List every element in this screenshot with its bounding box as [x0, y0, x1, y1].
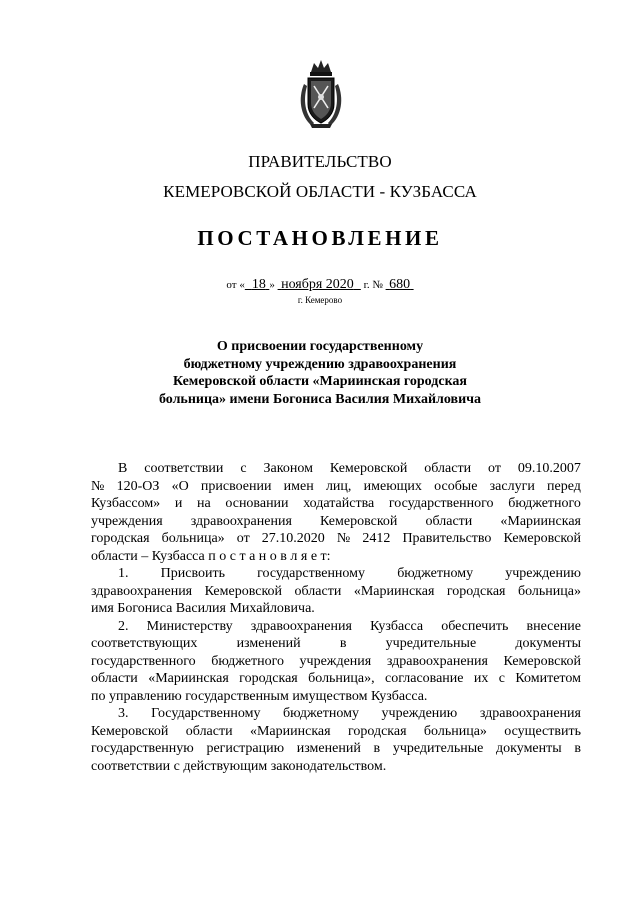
body-line: здравоохранения Кемеровской области «Мариинская городская больница»: [91, 583, 581, 599]
body-line: соответствии с действующим законодательством.: [91, 758, 387, 774]
year-suffix: г.: [363, 279, 370, 291]
document-type-heading: ПОСТАНОВЛЕНИЕ: [197, 226, 443, 250]
body-line: области – Кузбасса п о с т а н о в л я е т:: [91, 548, 331, 564]
body-line: государственную регистрацию изменений в учредительные документы в: [91, 741, 581, 756]
body-line: 1. Присвоить государственному бюджетному учреждению: [118, 566, 581, 581]
decree-city: г. Кемерово: [297, 295, 343, 305]
decree-date-line: [0, 277, 640, 293]
decree-day: 18: [251, 277, 266, 292]
government-name-line1: ПРАВИТЕЛЬСТВО: [248, 152, 392, 171]
body-line: имя Богониса Василия Михайловича.: [91, 601, 315, 616]
date-close-quote: »: [269, 279, 275, 291]
body-line: учреждения здравоохранения Кемеровской области «Мариинская: [91, 513, 581, 529]
body-line: Кузбассом» и на основании ходатайства государственного бюджетного: [91, 496, 581, 511]
body-line: 2. Министерству здравоохранения Кузбасса обеспечить внесение: [118, 618, 581, 634]
body-line: 3. Государственному бюджетному учреждению здравоохранения: [118, 706, 581, 721]
body-line: соответствующих изменений в учредительные документы: [91, 636, 581, 651]
date-prefix: от «: [226, 279, 245, 291]
decree-month-year: ноября 2020: [281, 277, 354, 292]
decree-number: 680: [389, 277, 411, 292]
title-line: О присвоении государственному: [216, 339, 424, 354]
title-line: бюджетному учреждению здравоохранения: [183, 356, 457, 372]
body-line: № 120-ОЗ «О присвоении имен лиц, имеющих особые заслуги перед: [91, 478, 581, 494]
body-line: государственного бюджетного учреждения здравоохранения Кемеровской: [91, 653, 581, 669]
body-line: В соответствии с Законом Кемеровской области от 09.10.2007: [118, 461, 581, 476]
body-line: области «Мариинская городская больница», согласование их с Комитетом: [91, 671, 581, 686]
title-line: больница» имени Богониса Василия Михайловича: [158, 391, 482, 407]
body-line: городская больница» от 27.10.2020 № 2412 Правительство Кемеровской: [91, 531, 581, 546]
government-name-line2: КЕМЕРОВСКОЙ ОБЛАСТИ - КУЗБАССА: [163, 182, 477, 201]
coat-of-arms-emblem: [296, 58, 346, 133]
number-sign: №: [372, 279, 383, 291]
decree-title: [0, 338, 640, 408]
body-line: по управлению государственным имуществом Кузбасса.: [91, 688, 428, 704]
body-line: Кемеровской области «Мариинская городская больница» осуществить: [91, 723, 581, 739]
title-line: Кемеровской области «Мариинская городская: [172, 374, 468, 389]
decree-body: [91, 460, 581, 775]
